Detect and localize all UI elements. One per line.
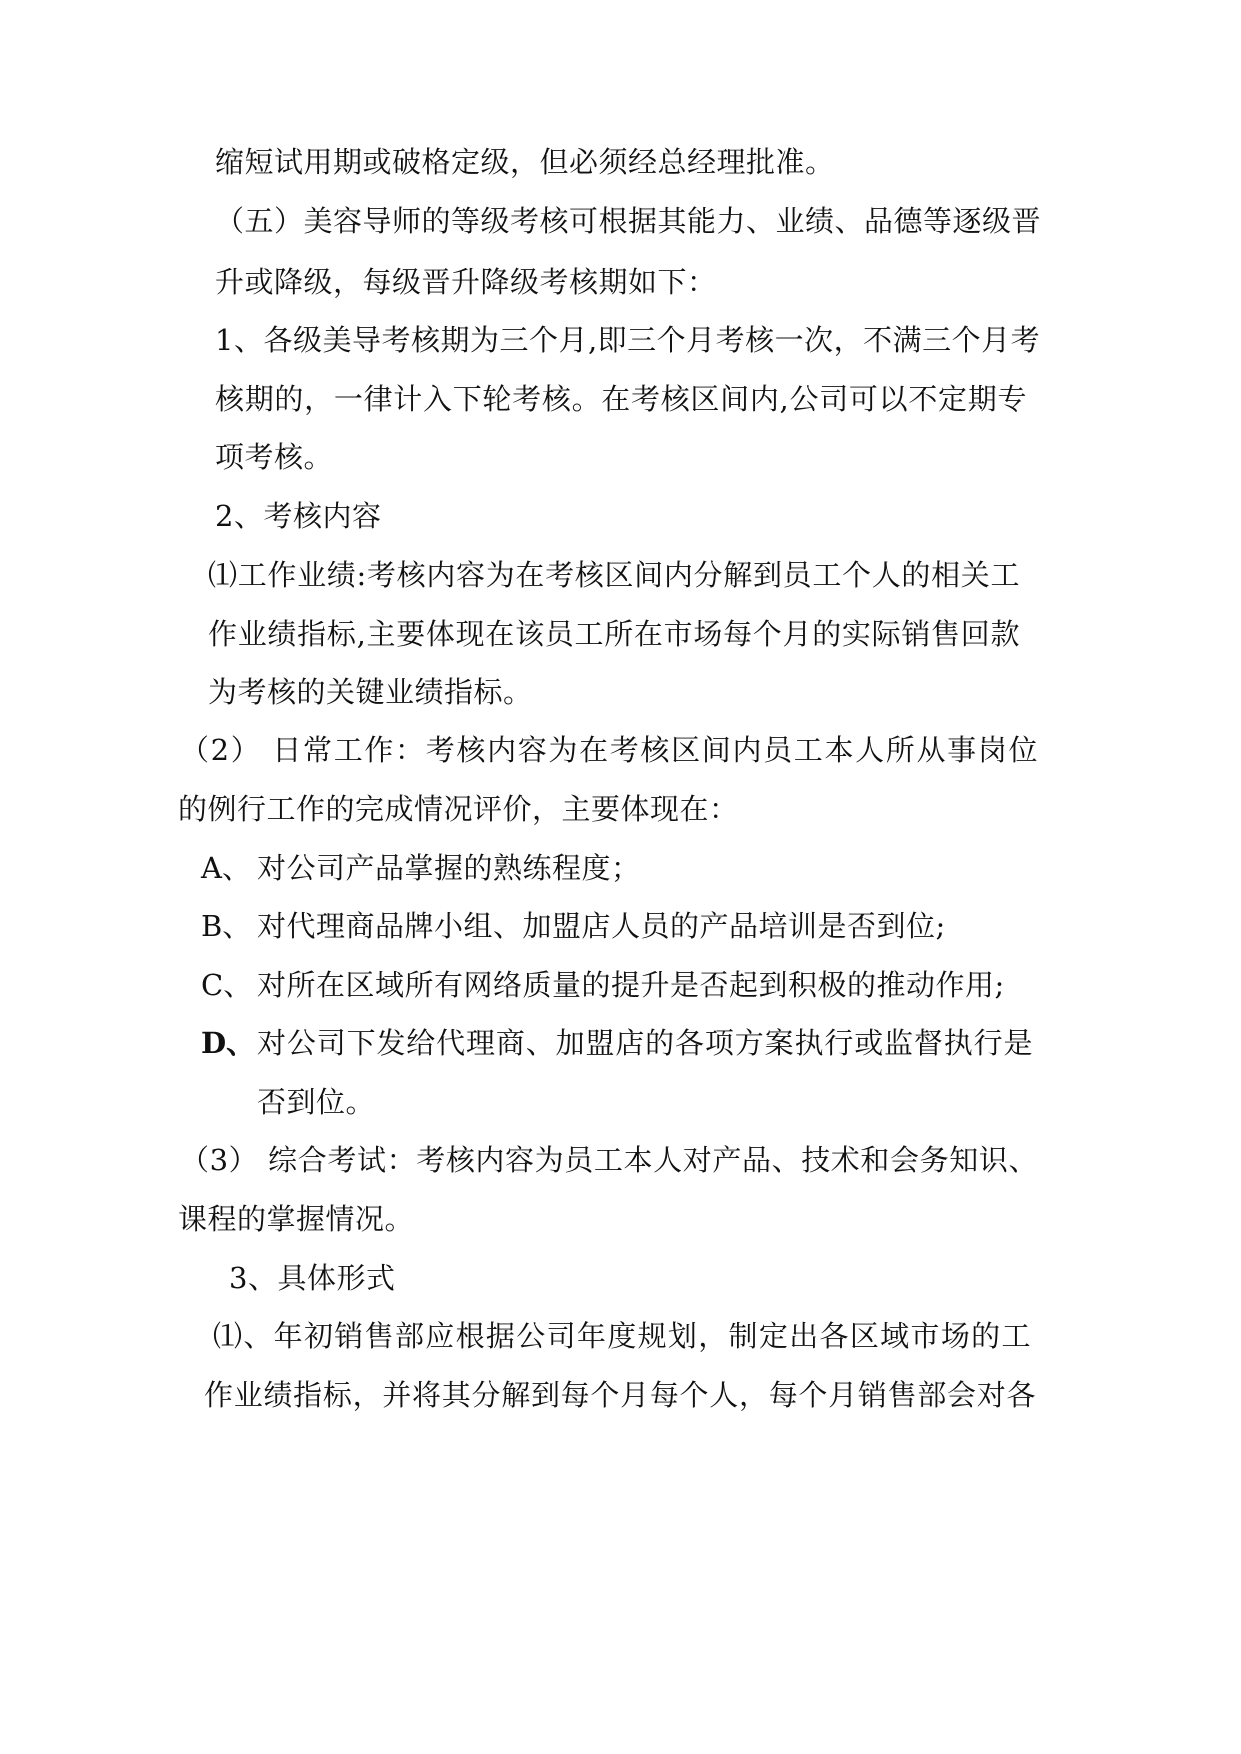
paragraph-line-19: 课程的掌握情况。 — [178, 1202, 415, 1236]
list-item-a: 对公司产品掌握的熟练程度； — [257, 851, 641, 885]
paragraph-line-22: 作业绩指标，并将其分解到每个月每个人，每个月销售部会对各 — [204, 1378, 1036, 1412]
paragraph-line-12: 的例行工作的完成情况评价，主要体现在： — [178, 792, 739, 826]
section-heading-2: 2、考核内容 — [215, 499, 382, 533]
list-item-c: 对所在区域所有网络质量的提升是否起到积极的推动作用; — [257, 968, 1005, 1002]
list-marker-d: D、 — [201, 1026, 256, 1060]
list-item-d-continued: 否到位。 — [257, 1085, 376, 1119]
list-marker-a: A、 — [201, 851, 251, 885]
paragraph-line-9: 作业绩指标,主要体现在该员工所在市场每个月的实际销售回款 — [208, 617, 1020, 651]
paragraph-line-8: ⑴工作业绩:考核内容为在考核区间内分解到员工个人的相关工 — [208, 558, 1020, 592]
paragraph-line-3: 升或降级，每级晋升降级考核期如下： — [215, 265, 717, 299]
list-marker-c: C、 — [201, 968, 253, 1002]
paragraph-line-2: （五）美容导师的等级考核可根据其能力、业绩、品德等逐级晋 — [215, 204, 1042, 238]
paragraph-line-5: 核期的，一律计入下轮考核。在考核区间内,公司可以不定期专 — [215, 382, 1027, 416]
paragraph-line-6: 项考核。 — [215, 440, 334, 474]
paragraph-line-18: （3） 综合考试：考核内容为员工本人对产品、技术和会务知识、 — [180, 1143, 1038, 1177]
paragraph-line-4: 1、各级美导考核期为三个月,即三个月考核一次，不满三个月考 — [215, 323, 1041, 357]
list-item-d: 对公司下发给代理商、加盟店的各项方案执行或监督执行是 — [257, 1026, 1033, 1060]
paragraph-line-11: （2） 日常工作：考核内容为在考核区间内员工本人所从事岗位 — [180, 733, 1038, 767]
paragraph-line-1: 缩短试用期或破格定级，但必须经总经理批准。 — [215, 145, 835, 179]
list-item-b: 对代理商品牌小组、加盟店人员的产品培训是否到位; — [257, 909, 946, 943]
section-heading-3: 3、具体形式 — [229, 1261, 396, 1295]
list-marker-b: B、 — [201, 909, 252, 943]
paragraph-line-21: ⑴、年初销售部应根据公司年度规划，制定出各区域市场的工 — [213, 1319, 1031, 1353]
paragraph-line-10: 为考核的关键业绩指标。 — [208, 675, 533, 709]
